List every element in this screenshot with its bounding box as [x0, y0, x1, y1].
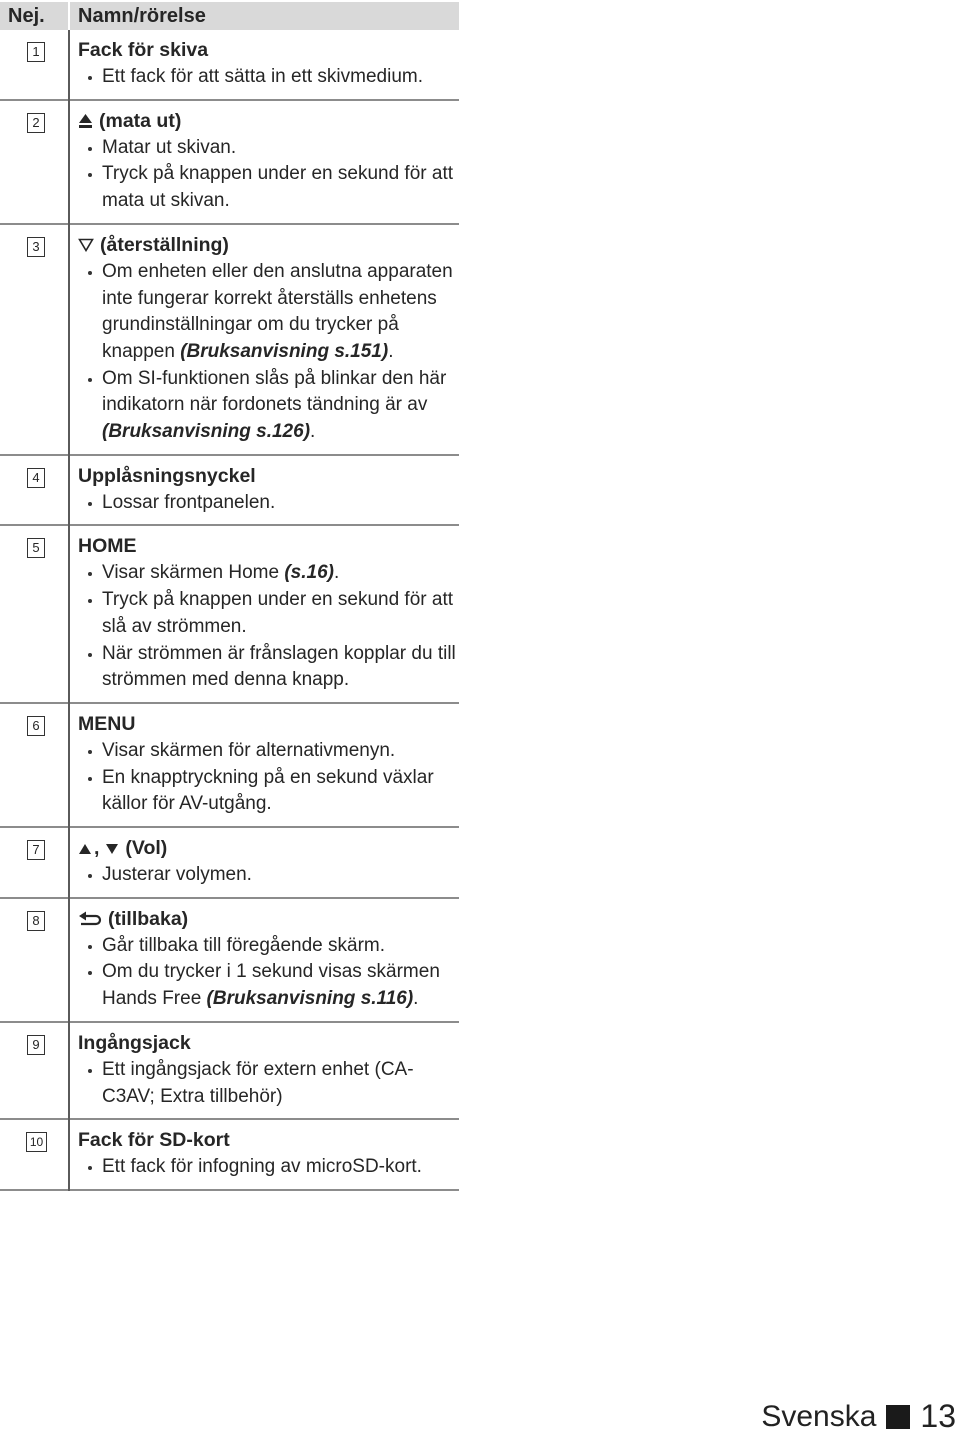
page-footer — [761, 1398, 956, 1435]
list-item: När strömmen är frånslagen kopplar du till strömmen med denna knapp. — [78, 641, 459, 694]
eject-icon — [78, 113, 93, 129]
row-number: 5 — [27, 538, 45, 558]
row-title: Upplåsningsnyckel — [78, 464, 256, 487]
row-title — [78, 906, 459, 933]
list-item: Om du trycker i 1 sekund visas skärmen Hands Free (Bruksanvisning s.116). — [78, 959, 459, 1012]
list-item: Tryck på knappen under en sekund för att mata ut skivan. — [78, 161, 459, 214]
table-row — [0, 1023, 459, 1120]
list-item: En knapptryckning på en sekund växlar källor för AV-utgång. — [78, 765, 459, 818]
table-row — [0, 1120, 459, 1191]
list-item: Ett ingångsjack för extern enhet (CA-C3AV; Extra tillbehör) — [78, 1057, 459, 1110]
up-triangle-icon — [78, 843, 92, 855]
row-title — [78, 108, 459, 135]
row-title: Fack för skiva — [78, 39, 209, 61]
footer-language: Svenska — [761, 1399, 877, 1433]
row-number: 9 — [27, 1035, 45, 1055]
table-row — [0, 828, 459, 899]
table-row — [0, 30, 459, 101]
table-row — [0, 225, 459, 456]
back-arrow-icon — [78, 911, 102, 927]
row-title: HOME — [78, 535, 137, 558]
header-number: Nej. — [8, 5, 45, 27]
row-number: 2 — [27, 113, 45, 133]
table-row — [0, 526, 459, 704]
header-name: Namn/rörelse — [78, 5, 206, 27]
table-header — [0, 2, 459, 30]
row-number: 3 — [27, 237, 45, 257]
row-number: 10 — [26, 1132, 47, 1152]
table-row — [0, 101, 459, 225]
table-row — [0, 704, 459, 828]
controls-table — [0, 2, 459, 1191]
list-item: Om enheten eller den anslutna apparaten inte fungerar korrekt återställs enhetens grundinställningar om du trycker på knappen (Bruksanvisning s.151). — [78, 259, 459, 366]
list-item: Visar skärmen Home (s.16). — [78, 560, 459, 587]
manual-reference: (Bruksanvisning s.126) — [102, 421, 311, 443]
row-number: 7 — [27, 840, 45, 860]
title-label: (återställning) — [100, 233, 229, 256]
list-item: Matar ut skivan. — [78, 135, 459, 162]
footer-square-icon — [886, 1405, 910, 1429]
title-separator: , — [94, 837, 100, 860]
list-item: Ett fack för att sätta in ett skivmedium. — [78, 64, 459, 91]
list-item: Om SI-funktionen slås på blinkar den här indikatorn när fordonets tändning är av (Bruksanvisning s.126). — [78, 366, 459, 446]
row-title: MENU — [78, 712, 136, 735]
reset-triangle-icon — [78, 238, 94, 252]
list-item: Går tillbaka till föregående skärm. — [78, 933, 459, 960]
list-item: Visar skärmen för alternativmenyn. — [78, 738, 459, 765]
list-item: Ett fack för infogning av microSD-kort. — [78, 1154, 459, 1181]
down-triangle-icon — [105, 843, 119, 855]
list-item: Lossar frontpanelen. — [78, 490, 459, 517]
manual-reference: (Bruksanvisning s.116) — [206, 988, 414, 1010]
table-row — [0, 456, 459, 527]
row-number: 6 — [27, 716, 45, 736]
list-item: Tryck på knappen under en sekund för att slå av strömmen. — [78, 587, 459, 640]
row-number: 1 — [27, 42, 45, 62]
row-title — [78, 232, 459, 259]
row-number: 4 — [27, 468, 45, 488]
title-label: (tillbaka) — [108, 907, 189, 930]
table-row — [0, 899, 459, 1023]
manual-reference: (Bruksanvisning s.151) — [180, 340, 389, 362]
manual-reference: (s.16) — [284, 562, 334, 584]
row-title: Ingångsjack — [78, 1031, 191, 1054]
title-label: (Vol) — [125, 837, 168, 860]
page-number: 13 — [920, 1398, 956, 1434]
title-label: (mata ut) — [99, 109, 182, 132]
list-item: Justerar volymen. — [78, 862, 459, 889]
row-title: Fack för SD-kort — [78, 1129, 230, 1152]
row-number: 8 — [27, 911, 45, 931]
row-title — [78, 835, 459, 862]
